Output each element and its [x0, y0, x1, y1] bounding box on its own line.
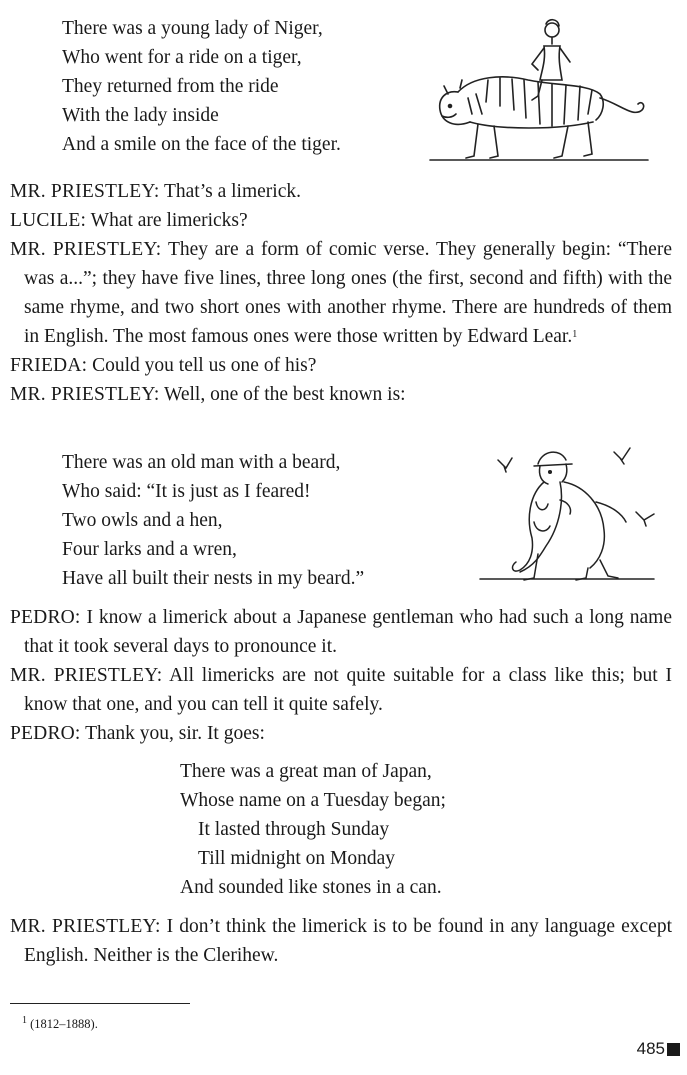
poem-line: Who went for a ride on a tiger, [62, 47, 302, 68]
poem-line: There was a young lady of Niger, [62, 18, 323, 39]
speech-text: Well, one of the best known is: [163, 384, 406, 405]
limerick-old-man-beard [62, 448, 364, 593]
lady-on-tiger-illustration [428, 14, 650, 164]
poem-line: They returned from the ride [62, 76, 279, 97]
dialogue-block-2 [10, 603, 672, 748]
speech-text: I don’t think the limerick is to be found in any language except English. Neither is the Clerihew. [24, 916, 672, 966]
dialogue-line [10, 912, 672, 970]
poem-line: Four larks and a wren, [62, 539, 237, 560]
poem-line: Two owls and a hen, [62, 510, 223, 531]
speaker-name: MR. PRIESTLEY: [10, 665, 163, 686]
poem-line: With the lady inside [62, 105, 219, 126]
speaker-name: PEDRO: [10, 607, 81, 628]
poem-line: Have all built their nests in my beard.” [62, 568, 365, 589]
page-marker-square-icon [667, 1043, 680, 1056]
dialogue-line [10, 603, 672, 661]
dialogue-line [10, 719, 672, 748]
speech-text: What are limericks? [90, 210, 248, 231]
poem-line: There was a great man of Japan, [180, 761, 432, 782]
page-number [637, 1039, 680, 1059]
dialogue-line [10, 661, 672, 719]
limerick-man-of-japan [180, 757, 446, 902]
speech-text: All limericks are not quite suitable for a class like this; but I know that one, and you can tell it quite safely. [24, 665, 672, 715]
speaker-name: MR. PRIESTLEY: [10, 181, 160, 202]
limerick-niger [62, 14, 341, 159]
old-man-with-beard-illustration [476, 442, 658, 584]
poem-line: It lasted through Sunday [198, 819, 390, 840]
dialogue-block-3 [10, 912, 672, 970]
speech-text: Could you tell us one of his? [92, 355, 317, 376]
dialogue-line [10, 380, 672, 409]
speaker-name: PEDRO: [10, 723, 81, 744]
dialogue-line [10, 235, 672, 351]
speaker-name: FRIEDA: [10, 355, 88, 376]
dialogue-line [10, 206, 672, 235]
footnote-divider [10, 1003, 190, 1004]
dialogue-line [10, 177, 672, 206]
speaker-name: MR. PRIESTLEY: [10, 239, 162, 260]
dialogue-block-1 [10, 177, 672, 409]
poem-line: And sounded like stones in a can. [180, 877, 442, 898]
footnote-text: (1812–1888). [30, 1017, 98, 1031]
speaker-name: LUCILE: [10, 210, 87, 231]
speaker-name: MR. PRIESTLEY: [10, 916, 161, 937]
footnote [22, 1017, 98, 1032]
speech-text: Thank you, sir. It goes: [85, 723, 265, 744]
footnote-mark: 1 [22, 1015, 27, 1026]
poem-line: And a smile on the face of the tiger. [62, 134, 341, 155]
speech-text: That’s a limerick. [163, 181, 301, 202]
speech-text: I know a limerick about a Japanese gentleman who had such a long name that it took several days to pronounce it. [24, 607, 672, 657]
poem-line: Who said: “It is just as I feared! [62, 481, 311, 502]
page-number-text: 485 [636, 1039, 665, 1058]
speaker-name: MR. PRIESTLEY: [10, 384, 160, 405]
poem-line: There was an old man with a beard, [62, 452, 341, 473]
dialogue-line [10, 351, 672, 380]
speech-text: They are a form of comic verse. They generally begin: “There was a...”; they have five lines, three long ones (the first, second and fifth) with the same rhyme, and two short ones with another rhyme. There are hundreds of them in English. The most famous ones were those written by Edward Lear. [24, 239, 672, 347]
poem-line: Whose name on a Tuesday began; [180, 790, 446, 811]
footnote-marker: 1 [572, 329, 578, 340]
poem-line: Till midnight on Monday [198, 848, 396, 869]
